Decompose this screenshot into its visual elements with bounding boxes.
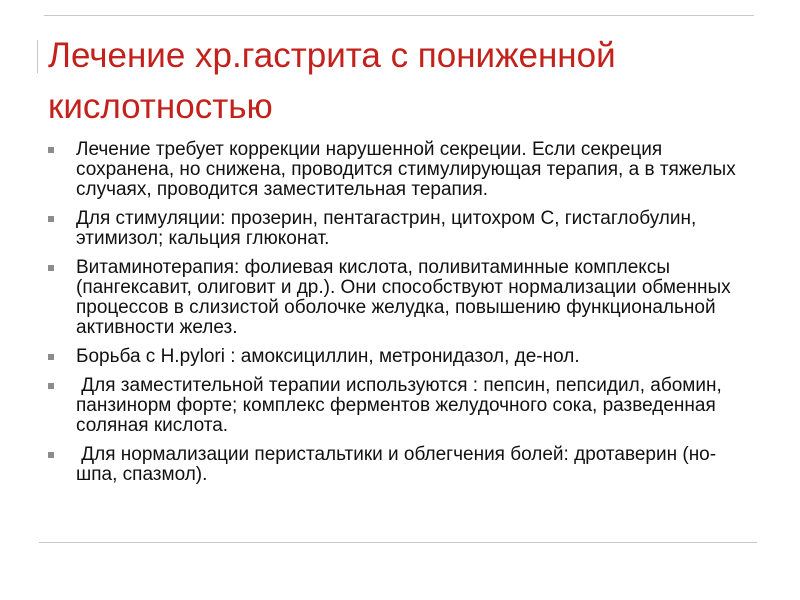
square-bullet-icon [48, 452, 54, 458]
bullet-text: Витаминотерапия: фолиевая кислота, поливитаминные комплексы (пангексавит, олиговит и др.). Они способствуют нормализации обменных процессов в слизистой оболочке желудка, повышению функциональной активности желез. [76, 257, 736, 338]
top-divider [44, 15, 754, 16]
square-bullet-icon [48, 383, 54, 389]
bullet-text: Лечение требует коррекции нарушенной секреции. Если секреция сохранена, но снижена, проводится стимулирующая терапия, а в тяжелых случаях, проводится заместительная терапия. [76, 139, 741, 200]
bullet-item [48, 347, 748, 367]
bottom-divider [39, 542, 757, 543]
left-accent-line [37, 40, 38, 73]
square-bullet-icon [48, 216, 54, 222]
bullet-item [48, 376, 748, 436]
bullet-item [48, 209, 748, 249]
bullet-item [48, 140, 748, 200]
bullet-item [48, 445, 748, 485]
bullet-text: Борьба с H.pylori : амоксициллин, метронидазол, де-нол. [76, 346, 580, 367]
square-bullet-icon [48, 147, 54, 153]
square-bullet-icon [48, 265, 54, 271]
bullet-text: Для заместительной терапии используются : пепсин, пепсидил, абомин, панзинорм форте; комплекс ферментов желудочного сока, разведенная соляная кислота. [76, 375, 728, 436]
bullet-item [48, 258, 748, 338]
bullet-text: Для нормализации перистальтики и облегчения болей: дротаверин (но-шпа, спазмол). [76, 444, 717, 485]
slide-title: Лечение хр.гастрита с пониженной кислотностью [48, 36, 616, 126]
bullet-text: Для стимуляции: прозерин, пентагастрин, цитохром С, гистаглобулин, этимизол; кальция глюконат. [76, 208, 702, 249]
bullet-list [48, 140, 748, 494]
square-bullet-icon [48, 354, 54, 360]
